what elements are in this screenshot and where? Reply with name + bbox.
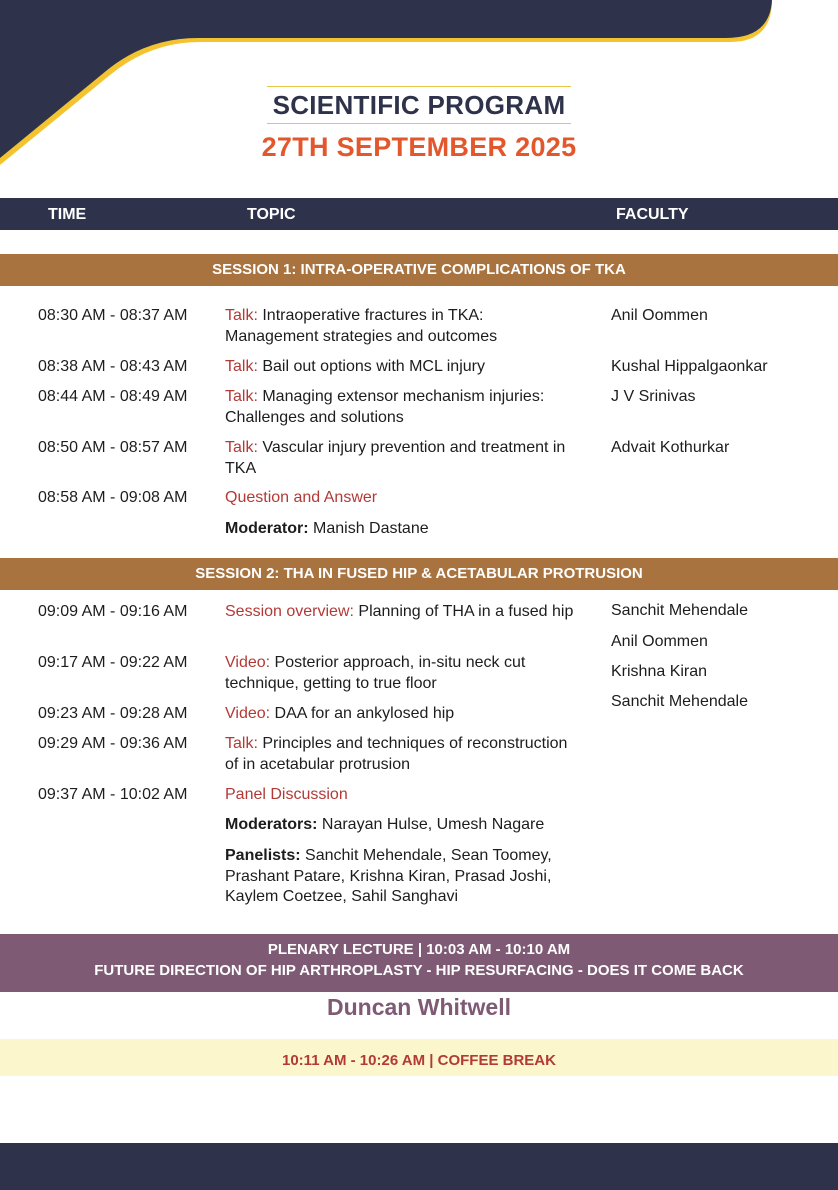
plenary-title: FUTURE DIRECTION OF HIP ARTHROPLASTY - HIP RESURFACING - DOES IT COME BACK	[94, 962, 744, 979]
row-faculty: Kushal Hippalgaonkar	[611, 358, 768, 375]
row-time: 09:23 AM - 09:28 AM	[38, 705, 188, 722]
plenary-time: PLENARY LECTURE | 10:03 AM - 10:10 AM	[267, 941, 571, 958]
row-topic: Video: Posterior approach, in-situ neck cut technique, getting to true floor	[225, 654, 526, 692]
row-topic: Question and Answer	[225, 489, 378, 506]
row-time: 09:37 AM - 10:02 AM	[38, 786, 188, 803]
row-faculty: Anil Oommen	[611, 307, 708, 324]
row-time: 08:30 AM - 08:37 AM	[38, 307, 188, 324]
moderator: Moderator: Manish Dastane	[225, 520, 429, 537]
row-topic: Talk: Bail out options with MCL injury	[225, 358, 485, 375]
row-time: 08:58 AM - 09:08 AM	[38, 489, 188, 506]
row-time: 08:44 AM - 08:49 AM	[38, 388, 188, 405]
column-topic: TOPIC	[247, 206, 296, 223]
column-faculty: FACULTY	[616, 206, 689, 223]
row-time: 09:29 AM - 09:36 AM	[38, 735, 188, 752]
faculty-name: Krishna Kiran	[611, 663, 708, 680]
row-time: 08:38 AM - 08:43 AM	[38, 358, 188, 375]
row-time: 09:17 AM - 09:22 AM	[38, 654, 188, 671]
session-1-banner: SESSION 1: INTRA-OPERATIVE COMPLICATIONS OF TKA	[0, 254, 838, 286]
column-time: TIME	[48, 206, 87, 223]
row-topic: Talk: Intraoperative fractures in TKA: Management strategies and outcomes	[225, 307, 498, 345]
faculty-name: Anil Oommen	[611, 633, 708, 650]
faculty-name: Sanchit Mehendale	[611, 602, 748, 619]
program-date: 27TH SEPTEMBER 2025	[261, 132, 577, 162]
plenary-speaker: Duncan Whitwell	[327, 994, 511, 1020]
moderators: Moderators: Narayan Hulse, Umesh Nagare	[225, 816, 545, 833]
row-topic: Panel Discussion	[225, 786, 348, 803]
panelists: Panelists: Sanchit Mehendale, Sean Toomey, Prashant Patare, Krishna Kiran, Prasad Joshi, Kaylem Coetzee, Sahil Sanghavi	[225, 847, 552, 905]
row-time: 09:09 AM - 09:16 AM	[38, 603, 188, 620]
row-topic: Video: DAA for an ankylosed hip	[225, 705, 455, 722]
coffee-break-banner: 10:11 AM - 10:26 AM | COFFEE BREAK	[0, 1039, 838, 1076]
row-topic: Talk: Principles and techniques of reconstruction of in acetabular protrusion	[225, 735, 568, 773]
row-time: 08:50 AM - 08:57 AM	[38, 439, 188, 456]
row-topic: Talk: Managing extensor mechanism injuries: Challenges and solutions	[225, 388, 545, 426]
footer-bar	[0, 1143, 838, 1190]
row-topic: Session overview: Planning of THA in a fused hip	[225, 603, 574, 620]
plenary-banner	[0, 934, 838, 992]
row-faculty: Advait Kothurkar	[611, 439, 730, 456]
row-topic: Talk: Vascular injury prevention and treatment in TKA	[225, 439, 566, 477]
page-title: SCIENTIFIC PROGRAM	[0, 86, 838, 124]
column-header-bar	[0, 198, 838, 230]
session-2-banner: SESSION 2: THA IN FUSED HIP & ACETABULAR PROTRUSION	[0, 558, 838, 590]
row-faculty: J V Srinivas	[611, 388, 696, 405]
faculty-name: Sanchit Mehendale	[611, 693, 748, 710]
